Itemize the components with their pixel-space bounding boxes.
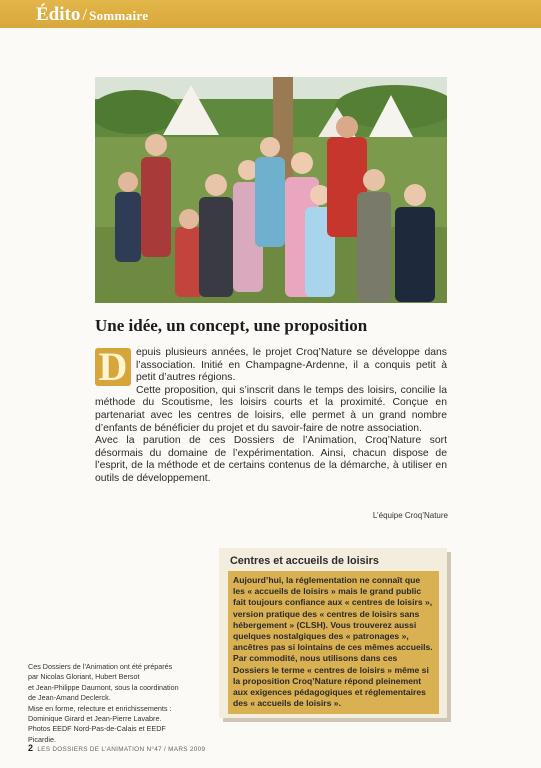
page-footer bbox=[28, 743, 205, 753]
article-body bbox=[95, 344, 447, 486]
sidebar-box-text: Aujourd’hui, la réglementation ne connaît que les « accueils de loisirs » mais le grand public fait toujours confiance aux « centres de loisirs », version pratique des « centres de loisirs sans hébergement » (CLSH). Vous trouverez aussi quelques nostalgiques des « patronages », ancêtres pas si lointains de ces mêmes accueils. Par commodité, nous utilisons dans ces Dossiers le terme « centres de loisirs » même si la proposition Croq’Nature répond pleinement aux exigences pédagogiques et réglementaires des « accueils de loisirs ». bbox=[228, 571, 439, 714]
publication-name: LES DOSSIERS DE L’ANIMATION N°47 / MARS 2009 bbox=[37, 746, 206, 753]
credits-line: Mise en forme, relecture et enrichissements : bbox=[28, 703, 172, 713]
section-label: Édito bbox=[36, 4, 81, 25]
article-headline: Une idée, un concept, une proposition bbox=[95, 316, 368, 335]
article-signature: L’équipe Croq’Nature bbox=[372, 511, 448, 520]
subsection-label: Sommaire bbox=[89, 8, 149, 23]
credits-line: Ces Dossiers de l’Animation ont été préparés bbox=[28, 662, 173, 671]
group-photo bbox=[95, 77, 447, 303]
article-paragraph-1: epuis plusieurs années, le projet Croq’Nature se développe dans l’association. Initié en Champagne-Ardenne, il a conquis petit à petit d’autres régions. bbox=[136, 347, 447, 384]
credits-line: par Nicolas Gloriant, Hubert Bersot bbox=[28, 672, 140, 682]
credits-line: Photos EEDF Nord-Pas-de-Calais et EEDF Picardie. bbox=[28, 724, 166, 744]
credits-line: de Jean-Amand Declerck. bbox=[28, 693, 111, 703]
sidebar-box-title: Centres et accueils de loisirs bbox=[230, 555, 379, 567]
article-paragraph-2: Cette proposition, qui s’inscrit dans le temps des loisirs, concilie la méthode du Scoutisme, les loisirs courts et la proximité. Conçue en partenariat avec les centres de loisirs, elle permet à un grand nombre d’enfants de bénéficier du projet et du savoir-faire de notre association. bbox=[95, 384, 447, 434]
article-paragraph-3: Avec la parution de ces Dossiers de l’Animation, Croq’Nature sort désormais du domaine de l’expérimentation. Ainsi, chacun dispose de l’esprit, de la méthode et de certains contenus de la démarche, à utiliser en outils de développement. bbox=[95, 435, 447, 484]
section-separator: / bbox=[82, 5, 88, 24]
credits-line: Dominique Girard et Jean-Pierre Lavabre. bbox=[28, 714, 162, 724]
sidebar-box bbox=[219, 548, 447, 718]
credits-line: et Jean-Philippe Daumont, sous la coordination bbox=[28, 682, 179, 692]
credits-block bbox=[28, 662, 188, 745]
page-number: 2 bbox=[28, 743, 34, 753]
drop-cap: D bbox=[95, 348, 131, 386]
section-header-title bbox=[36, 4, 148, 26]
